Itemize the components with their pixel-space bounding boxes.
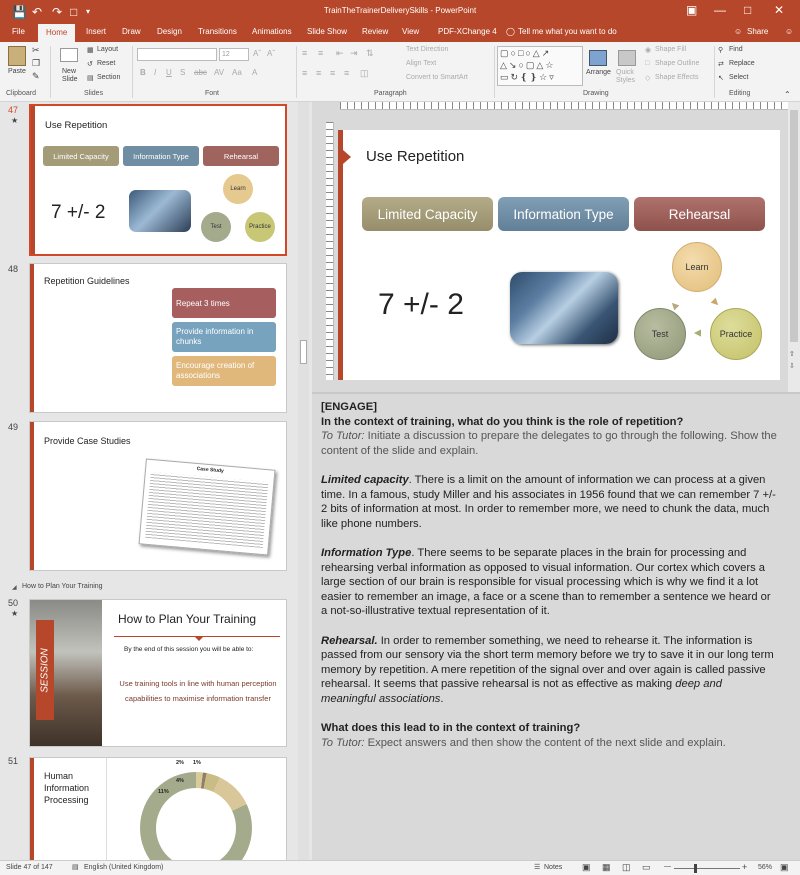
smiley-icon[interactable]: ☺ bbox=[785, 27, 794, 36]
font-name-input[interactable] bbox=[137, 48, 217, 61]
zoom-slider[interactable] bbox=[674, 868, 740, 869]
find-button[interactable]: Find bbox=[729, 46, 743, 53]
thumb-title: Provide Case Studies bbox=[44, 436, 131, 446]
section-collapse-icon[interactable]: ◢ bbox=[12, 585, 17, 591]
donut-label: 4% bbox=[176, 778, 184, 784]
close-icon[interactable]: ✕ bbox=[774, 3, 785, 17]
notes-lc-text: . There is a limit on the amount of information we can process at a given time. In a famous, study Miller and his associates in 1956 found that we can remember 7 +/- 2 bits of information at most. In order to remember more, we need to chunk the data, much like phone numbers. bbox=[321, 473, 776, 530]
notes-lc-label: Limited capacity bbox=[321, 473, 409, 486]
seven-plus-minus-two[interactable]: 7 +/- 2 bbox=[378, 288, 464, 321]
zoom-out-icon[interactable]: — bbox=[664, 863, 671, 870]
thumb-title: Use Repetition bbox=[45, 120, 108, 131]
slide-canvas[interactable] bbox=[338, 130, 780, 380]
slides-group-label: Slides bbox=[84, 90, 104, 97]
notes-toggle-icon: ☰ bbox=[534, 864, 541, 871]
thumbnail-scrollbar[interactable] bbox=[298, 102, 309, 860]
convert-smartart-button[interactable]: Convert to SmartArt bbox=[406, 74, 468, 81]
new-slide-button[interactable]: New Slide bbox=[62, 68, 78, 83]
notes-pane[interactable] bbox=[312, 392, 800, 860]
notes-text[interactable] bbox=[321, 400, 779, 750]
notes-tutor-2: Expect answers and then show the content of the next slide and explain. bbox=[364, 736, 726, 749]
editing-group-label: Editing bbox=[729, 90, 751, 97]
bullets-icon[interactable]: ≡ bbox=[302, 48, 308, 58]
justify-icon[interactable]: ≡ bbox=[344, 68, 350, 78]
previous-slide-icon[interactable]: ⇧ bbox=[789, 351, 795, 358]
cycle-arrow-icon: ▲ bbox=[706, 293, 726, 313]
thumb-subtitle: By the end of this session you will be able to: bbox=[124, 646, 254, 653]
notes-tutor-1: Initiate a discussion to prepare the delegates to go through the following. Show the content of the slide and explain. bbox=[321, 430, 777, 457]
notes-question-2: What does this lead to in the context of training? bbox=[321, 722, 581, 735]
notes-toggle-button[interactable]: Notes bbox=[544, 864, 563, 871]
drawing-group-label: Drawing bbox=[583, 90, 609, 97]
thumbnail-slide-47[interactable] bbox=[29, 104, 287, 256]
thumb-guideline: Repeat 3 times bbox=[172, 288, 276, 318]
thumb-number-50: 50 bbox=[8, 598, 19, 608]
notes-engage: [ENGAGE] bbox=[321, 401, 377, 413]
ribbon bbox=[0, 42, 800, 102]
cycle-arrow-icon: ▲ bbox=[664, 295, 684, 315]
align-left-icon[interactable]: ≡ bbox=[302, 68, 308, 78]
shape-fill-icon: ◉ bbox=[645, 47, 652, 54]
columns-icon[interactable]: ◫ bbox=[360, 68, 369, 78]
replace-button[interactable]: Replace bbox=[729, 60, 755, 67]
information-type-box[interactable]: Information Type bbox=[498, 197, 629, 231]
notes-it-text: . There seems to be separate places in the brain for processing and rehearsing verbal information as opposed to visual information. Our cortex which covers a large section of our brain is responsible for visual processing which is why we find it a lot easier to remember an image, a face or a scene than to remember a sentence we heard or a not-so-illustrative textual representation of it. bbox=[321, 546, 771, 618]
language-status[interactable]: English (United Kingdom) bbox=[84, 864, 164, 871]
section-header[interactable]: How to Plan Your Training bbox=[22, 583, 103, 590]
line-spacing-icon[interactable]: ⇅ bbox=[366, 48, 374, 58]
thumbnail-scroll-thumb[interactable] bbox=[300, 340, 307, 364]
new-slide-icon[interactable] bbox=[60, 48, 78, 62]
animation-star-icon: ★ bbox=[11, 609, 19, 618]
thumb-chip: Limited Capacity bbox=[43, 146, 119, 166]
thumb-chip: Information Type bbox=[123, 146, 199, 166]
layout-icon: ▦ bbox=[87, 47, 94, 54]
align-text-button[interactable]: Align Text bbox=[406, 60, 437, 67]
slide-editing-area bbox=[312, 102, 800, 392]
slide-scrollbar[interactable] bbox=[788, 102, 800, 392]
shrink-font-icon[interactable]: Aˇ bbox=[267, 49, 275, 58]
numbering-icon[interactable]: ≡ bbox=[318, 48, 324, 58]
thumb-title: How to Plan Your Training bbox=[118, 612, 257, 626]
section-button[interactable]: Section bbox=[97, 74, 121, 81]
paragraph-group-label: Paragraph bbox=[374, 90, 407, 97]
thumb-cycle-node: Practice bbox=[245, 212, 275, 242]
tab-pdf-xchange[interactable]: PDF-XChange 4 bbox=[438, 27, 497, 36]
notes-rh-text: In order to remember something, we need to rehearse it. The information is passed from our sensory via the short term memory before we try to save it in our long term memory by repetition. A mere repetition of the signal over and over again is called passive rehearsal. It seems that passive rehearsal is not as effective as making bbox=[321, 634, 774, 691]
shape-outline-icon: □ bbox=[645, 60, 650, 67]
cycle-node-practice[interactable]: Practice bbox=[710, 308, 762, 360]
session-label: SESSION bbox=[39, 647, 51, 693]
start-from-beginning-icon[interactable]: □ bbox=[70, 5, 78, 19]
thumb-title: Human Information Processing bbox=[44, 771, 90, 805]
tab-animations[interactable]: Animations bbox=[252, 27, 292, 36]
minimize-icon[interactable]: — bbox=[714, 3, 726, 17]
tab-insert[interactable]: Insert bbox=[86, 27, 107, 36]
find-icon: ⚲ bbox=[718, 47, 724, 54]
slide-counter[interactable]: Slide 47 of 147 bbox=[6, 864, 53, 871]
window-title: TrainTheTrainerDeliverySkills - PowerPoint bbox=[323, 6, 477, 15]
cut-icon[interactable]: ✂ bbox=[32, 45, 40, 55]
cycle-node-learn[interactable]: Learn bbox=[672, 242, 722, 292]
shape-effects-icon: ◇ bbox=[645, 75, 651, 82]
spacing-icon[interactable]: AV bbox=[214, 68, 225, 77]
tab-draw[interactable]: Draw bbox=[122, 27, 141, 36]
font-size-input[interactable]: 12 bbox=[219, 48, 249, 61]
thumbnail-slide-51[interactable] bbox=[29, 757, 287, 861]
shape-effects-button[interactable]: Shape Effects bbox=[655, 74, 699, 81]
thumbnail-slide-49[interactable] bbox=[29, 421, 287, 571]
slideshow-icon[interactable]: ▭ bbox=[642, 862, 651, 872]
italic-icon[interactable]: I bbox=[154, 68, 157, 77]
arrange-button[interactable]: Arrange bbox=[586, 69, 611, 76]
thumb-number-47: 47 bbox=[8, 105, 19, 115]
strikethrough-icon[interactable]: abc bbox=[194, 68, 207, 77]
slide-title[interactable]: Use Repetition bbox=[366, 148, 465, 165]
ribbon-tabs bbox=[0, 24, 800, 42]
notes-rh-label: Rehearsal. bbox=[321, 634, 378, 647]
reading-view-icon[interactable]: ◫ bbox=[622, 862, 631, 872]
slide-scroll-thumb[interactable] bbox=[790, 110, 798, 342]
select-icon: ↖ bbox=[718, 75, 724, 82]
bold-icon[interactable]: B bbox=[140, 68, 146, 77]
customize-qat-icon[interactable]: ▾ bbox=[86, 7, 91, 16]
notes-it-label: Information Type bbox=[321, 546, 412, 559]
thumb-guideline: Provide information in chunks bbox=[172, 322, 276, 352]
zoom-in-icon[interactable]: + bbox=[742, 862, 748, 872]
share-button[interactable]: Share bbox=[747, 27, 769, 36]
thumb-guideline: Encourage creation of associations bbox=[172, 356, 276, 386]
zoom-slider-thumb[interactable] bbox=[694, 864, 697, 873]
align-center-icon[interactable]: ≡ bbox=[316, 68, 322, 78]
donut-label: 2% bbox=[176, 760, 184, 766]
animation-star-icon: ★ bbox=[11, 116, 19, 125]
case-study-title: Case Study bbox=[196, 465, 225, 475]
thumb-dancers-image bbox=[129, 190, 191, 232]
spellcheck-icon[interactable]: ▤ bbox=[72, 864, 79, 871]
tab-slide-show[interactable]: Slide Show bbox=[307, 27, 348, 36]
decrease-indent-icon[interactable]: ⇤ bbox=[336, 48, 344, 58]
shapes-gallery[interactable]: ▢○□○△↗ △↘○▢△☆ ▭↻❴❵☆▿ bbox=[497, 46, 583, 86]
shape-outline-button[interactable]: Shape Outline bbox=[655, 60, 700, 67]
dancers-image[interactable] bbox=[510, 272, 618, 344]
thumbnail-slide-48[interactable] bbox=[29, 263, 287, 413]
tab-file[interactable]: File bbox=[12, 27, 25, 36]
tell-me-input[interactable]: Tell me what you want to do bbox=[518, 27, 617, 36]
copy-icon[interactable]: ❐ bbox=[32, 58, 41, 68]
tab-design[interactable]: Design bbox=[157, 27, 182, 36]
paste-icon[interactable] bbox=[8, 46, 26, 66]
format-painter-icon[interactable]: ✎ bbox=[32, 71, 40, 81]
shape-fill-button[interactable]: Shape Fill bbox=[655, 46, 687, 53]
horizontal-ruler[interactable] bbox=[340, 102, 790, 110]
redo-icon[interactable]: ↷ bbox=[52, 5, 63, 19]
donut-label: 1% bbox=[193, 760, 201, 766]
quick-styles-icon[interactable] bbox=[618, 50, 636, 66]
next-slide-icon[interactable]: ⇩ bbox=[789, 363, 795, 370]
slide-sorter-icon[interactable]: ▦ bbox=[602, 862, 611, 872]
collapse-ribbon-icon[interactable]: ⌃ bbox=[784, 90, 791, 99]
clipboard-group-label: Clipboard bbox=[6, 90, 36, 97]
font-group-label: Font bbox=[205, 90, 220, 97]
quick-styles-button[interactable]: Quick Styles bbox=[616, 69, 636, 84]
vertical-ruler[interactable] bbox=[326, 122, 334, 380]
section-icon: ▤ bbox=[87, 75, 94, 82]
thumb-cycle-node: Learn bbox=[223, 174, 253, 204]
arrange-icon[interactable] bbox=[589, 50, 607, 66]
paste-button[interactable]: Paste bbox=[8, 68, 26, 75]
underline-icon[interactable]: U bbox=[166, 68, 172, 77]
notes-tutor-label: To Tutor: bbox=[321, 736, 365, 749]
reset-button[interactable]: Reset bbox=[97, 60, 116, 67]
tab-review[interactable]: Review bbox=[362, 27, 389, 36]
notes-tutor-label: To Tutor: bbox=[321, 430, 365, 443]
title-marker bbox=[343, 150, 351, 164]
tab-transitions[interactable]: Transitions bbox=[198, 27, 237, 36]
session-banner bbox=[36, 620, 54, 720]
donut-label: 11% bbox=[158, 789, 169, 795]
font-color-icon[interactable]: A bbox=[252, 68, 258, 77]
share-icon: ☺ bbox=[734, 27, 743, 36]
layout-button[interactable]: Layout bbox=[97, 46, 119, 53]
notes-rh-end: . bbox=[440, 692, 444, 705]
grow-font-icon[interactable]: Aˆ bbox=[253, 49, 261, 58]
thumb-cycle-node: Test bbox=[201, 212, 231, 242]
zoom-level[interactable]: 56% bbox=[758, 864, 773, 871]
thumb-donut-chart bbox=[140, 772, 252, 861]
text-direction-button[interactable]: Text Direction bbox=[406, 46, 449, 53]
ribbon-display-icon[interactable]: ▣ bbox=[686, 3, 698, 17]
thumb-body: Use training tools in line with human perception capabilities to maximise information transfer bbox=[119, 679, 277, 703]
fit-to-window-icon[interactable]: ▣ bbox=[780, 862, 789, 872]
lightbulb-icon: ◯ bbox=[506, 27, 515, 36]
select-button[interactable]: Select bbox=[729, 74, 749, 81]
thumb-big-number: 7 +/- 2 bbox=[51, 202, 106, 223]
title-bar bbox=[0, 0, 800, 24]
increase-indent-icon[interactable]: ⇥ bbox=[350, 48, 358, 58]
notes-rh-emphasis: deep and meaningful associations bbox=[321, 678, 722, 705]
thumb-number-48: 48 bbox=[8, 264, 19, 274]
maximize-icon[interactable]: □ bbox=[744, 3, 752, 17]
normal-view-icon[interactable]: ▣ bbox=[582, 862, 591, 872]
reset-icon: ↺ bbox=[87, 61, 93, 68]
thumbnail-slide-50[interactable] bbox=[29, 599, 287, 747]
thumb-title: Repetition Guidelines bbox=[44, 276, 130, 286]
tab-home[interactable]: Home bbox=[38, 24, 75, 42]
cycle-node-test[interactable]: Test bbox=[634, 308, 686, 360]
save-icon[interactable]: 💾 bbox=[12, 5, 27, 19]
shadow-icon[interactable]: S bbox=[180, 68, 186, 77]
thumb-number-49: 49 bbox=[8, 422, 19, 432]
status-bar bbox=[0, 860, 800, 875]
case-study-document bbox=[138, 458, 275, 555]
cycle-arrow-icon: ▲ bbox=[689, 327, 704, 339]
replace-icon: ⇄ bbox=[718, 61, 724, 68]
thumb-number-51: 51 bbox=[8, 756, 19, 766]
align-right-icon[interactable]: ≡ bbox=[330, 68, 336, 78]
change-case-icon[interactable]: Aa bbox=[232, 68, 242, 77]
rehearsal-box[interactable]: Rehearsal bbox=[634, 197, 765, 231]
limited-capacity-box[interactable]: Limited Capacity bbox=[362, 197, 493, 231]
slide-thumbnail-pane bbox=[0, 102, 311, 860]
thumb-chip: Rehearsal bbox=[203, 146, 279, 166]
undo-icon[interactable]: ↶ bbox=[32, 5, 43, 19]
notes-question-1: In the context of training, what do you think is the role of repetition? bbox=[321, 415, 684, 428]
tab-view[interactable]: View bbox=[402, 27, 420, 36]
